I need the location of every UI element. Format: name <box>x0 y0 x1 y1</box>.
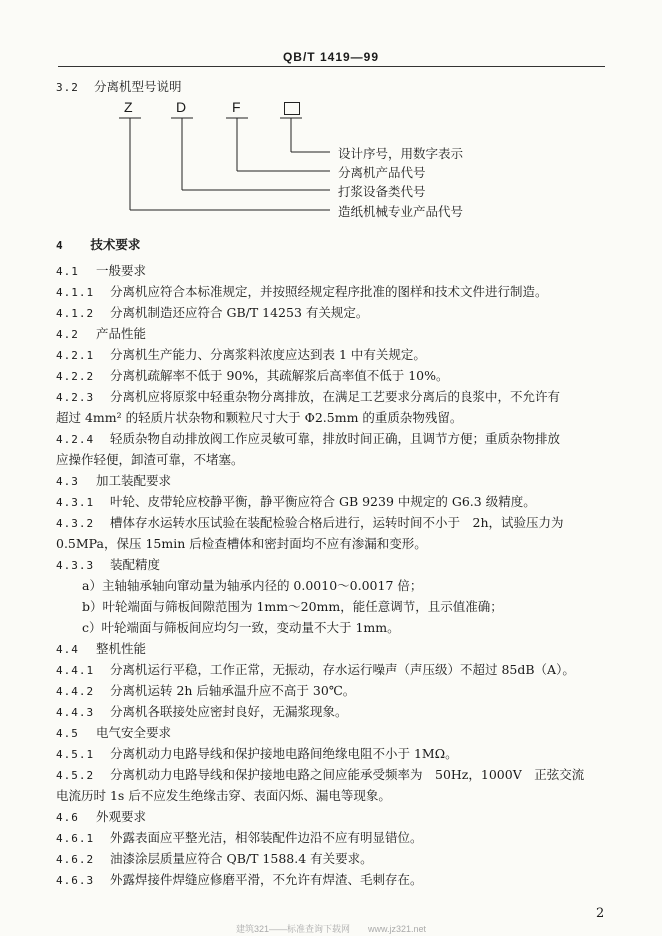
clause-4-5-1: 4.5.1 分离机动力电路导线和保护接地电路间绝缘电阻不小于 1MΩ。 <box>56 746 458 761</box>
clause-4-4-3: 4.4.3 分离机各联接处应密封良好，无漏浆现象。 <box>56 704 348 719</box>
clause-4-4: 4.4 整机性能 <box>56 641 146 656</box>
clause-4-1: 4.1 一般要求 <box>56 263 146 278</box>
model-code-diagram <box>0 0 662 230</box>
design-serial-box <box>284 102 300 115</box>
clause-4-4-1: 4.4.1 分离机运行平稳，工作正常，无振动，存水运行噪声（声压级）不超过 85dB（A）。 <box>56 662 575 677</box>
clause-4-2-2: 4.2.2 分离机疏解率不低于 90%，其疏解浆后高率值不低于 10%。 <box>56 368 449 383</box>
list-item-a: a）主轴轴承轴向窜动量为轴承内径的 0.0010～0.0017 倍； <box>82 578 423 593</box>
section-heading-3-2 <box>56 79 608 96</box>
clause-4-1-1: 4.1.1 分离机应符合本标准规定，并按照经规定程序批准的图样和技术文件进行制造。 <box>56 284 548 299</box>
code-letter-z: Z <box>124 99 133 115</box>
legend-product-code: 分离机产品代号 <box>338 165 426 180</box>
clause-4-2-3-continued: 超过 4mm² 的轻质片状杂物和颗粒尺寸大于 Φ2.5mm 的重质杂物残留。 <box>56 410 463 425</box>
page-number: 2 <box>596 906 605 921</box>
list-item-b: b）叶轮端面与筛板间隙范围为 1mm～20mm，能任意调节，且示值准确； <box>82 599 503 614</box>
legend-design-serial: 设计序号，用数字表示 <box>338 146 464 161</box>
legend-industry-code: 造纸机械专业产品代号 <box>338 204 464 219</box>
code-letter-d: D <box>176 99 187 115</box>
header-rule <box>58 66 605 67</box>
code-connector-lines <box>0 0 662 230</box>
clause-4-1-2: 4.1.2 分离机制造还应符合 GB/T 14253 有关规定。 <box>56 305 369 320</box>
clause-4-3-2: 4.3.2 槽体存水运转水压试验在装配检验合格后进行，运转时间不小于 2h，试验压力为 <box>56 515 564 530</box>
clause-4-2-3: 4.2.3 分离机应将原浆中轻重杂物分离排放，在满足工艺要求分离后的良浆中，不允许有 <box>56 389 560 404</box>
watermark: 建筑321——标准查询下载网 www.jz321.net <box>235 924 427 934</box>
clause-4-2-4-continued: 应操作轻便，卸渣可靠，不堵塞。 <box>56 452 244 467</box>
list-item-c: c）叶轮端面与筛板间应均匀一致，变动量不大于 1mm。 <box>82 620 400 635</box>
clause-4-2-1: 4.2.1 分离机生产能力、分离浆料浓度应达到表 1 中有关规定。 <box>56 347 426 362</box>
clause-4-3: 4.3 加工装配要求 <box>56 473 171 488</box>
clause-4-5: 4.5 电气安全要求 <box>56 725 171 740</box>
clause-4-5-2-continued: 电流历时 1s 后不应发生绝缘击穿、表面闪烁、漏电等现象。 <box>56 788 391 803</box>
clause-4-6-2: 4.6.2 油漆涂层质量应符合 QB/T 1588.4 有关要求。 <box>56 851 373 866</box>
clause-4-5-2: 4.5.2 分离机动力电路导线和保护接地电路之间应能承受频率为 50Hz，1000V 正弦交流 <box>56 767 585 782</box>
clause-4-6-3: 4.6.3 外露焊接件焊缝应修磨平滑，不允许有焊渣、毛刺存在。 <box>56 872 423 887</box>
standard-code: QB/T 1419—99 <box>282 50 380 64</box>
clause-4-3-3: 4.3.3 装配精度 <box>56 557 160 572</box>
clause-4-2-4: 4.2.4 轻质杂物自动排放阀工作应灵敏可靠，排放时间正确，且调节方便；重质杂物排放 <box>56 431 560 446</box>
section-title: 分离机型号说明 <box>93 79 182 94</box>
clause-4-3-1: 4.3.1 叶轮、皮带轮应校静平衡，静平衡应符合 GB 9239 中规定的 G6.3 级精度。 <box>56 494 536 509</box>
code-letter-f: F <box>232 99 241 115</box>
section-number: 3.2 <box>56 81 79 94</box>
clause-4-6-1: 4.6.1 外露表面应平整光洁，相邻装配件边沿不应有明显错位。 <box>56 830 423 845</box>
clause-4-6: 4.6 外观要求 <box>56 809 146 824</box>
legend-equipment-class: 打浆设备类代号 <box>338 184 426 199</box>
clause-4-2: 4.2 产品性能 <box>56 326 146 341</box>
section-heading-4: 4 技术要求 <box>56 237 141 252</box>
clause-4-3-2-continued: 0.5MPa，保压 15min 后检查槽体和密封面均不应有渗漏和变形。 <box>56 536 427 551</box>
clause-4-4-2: 4.4.2 分离机运转 2h 后轴承温升应不高于 30℃。 <box>56 683 356 698</box>
